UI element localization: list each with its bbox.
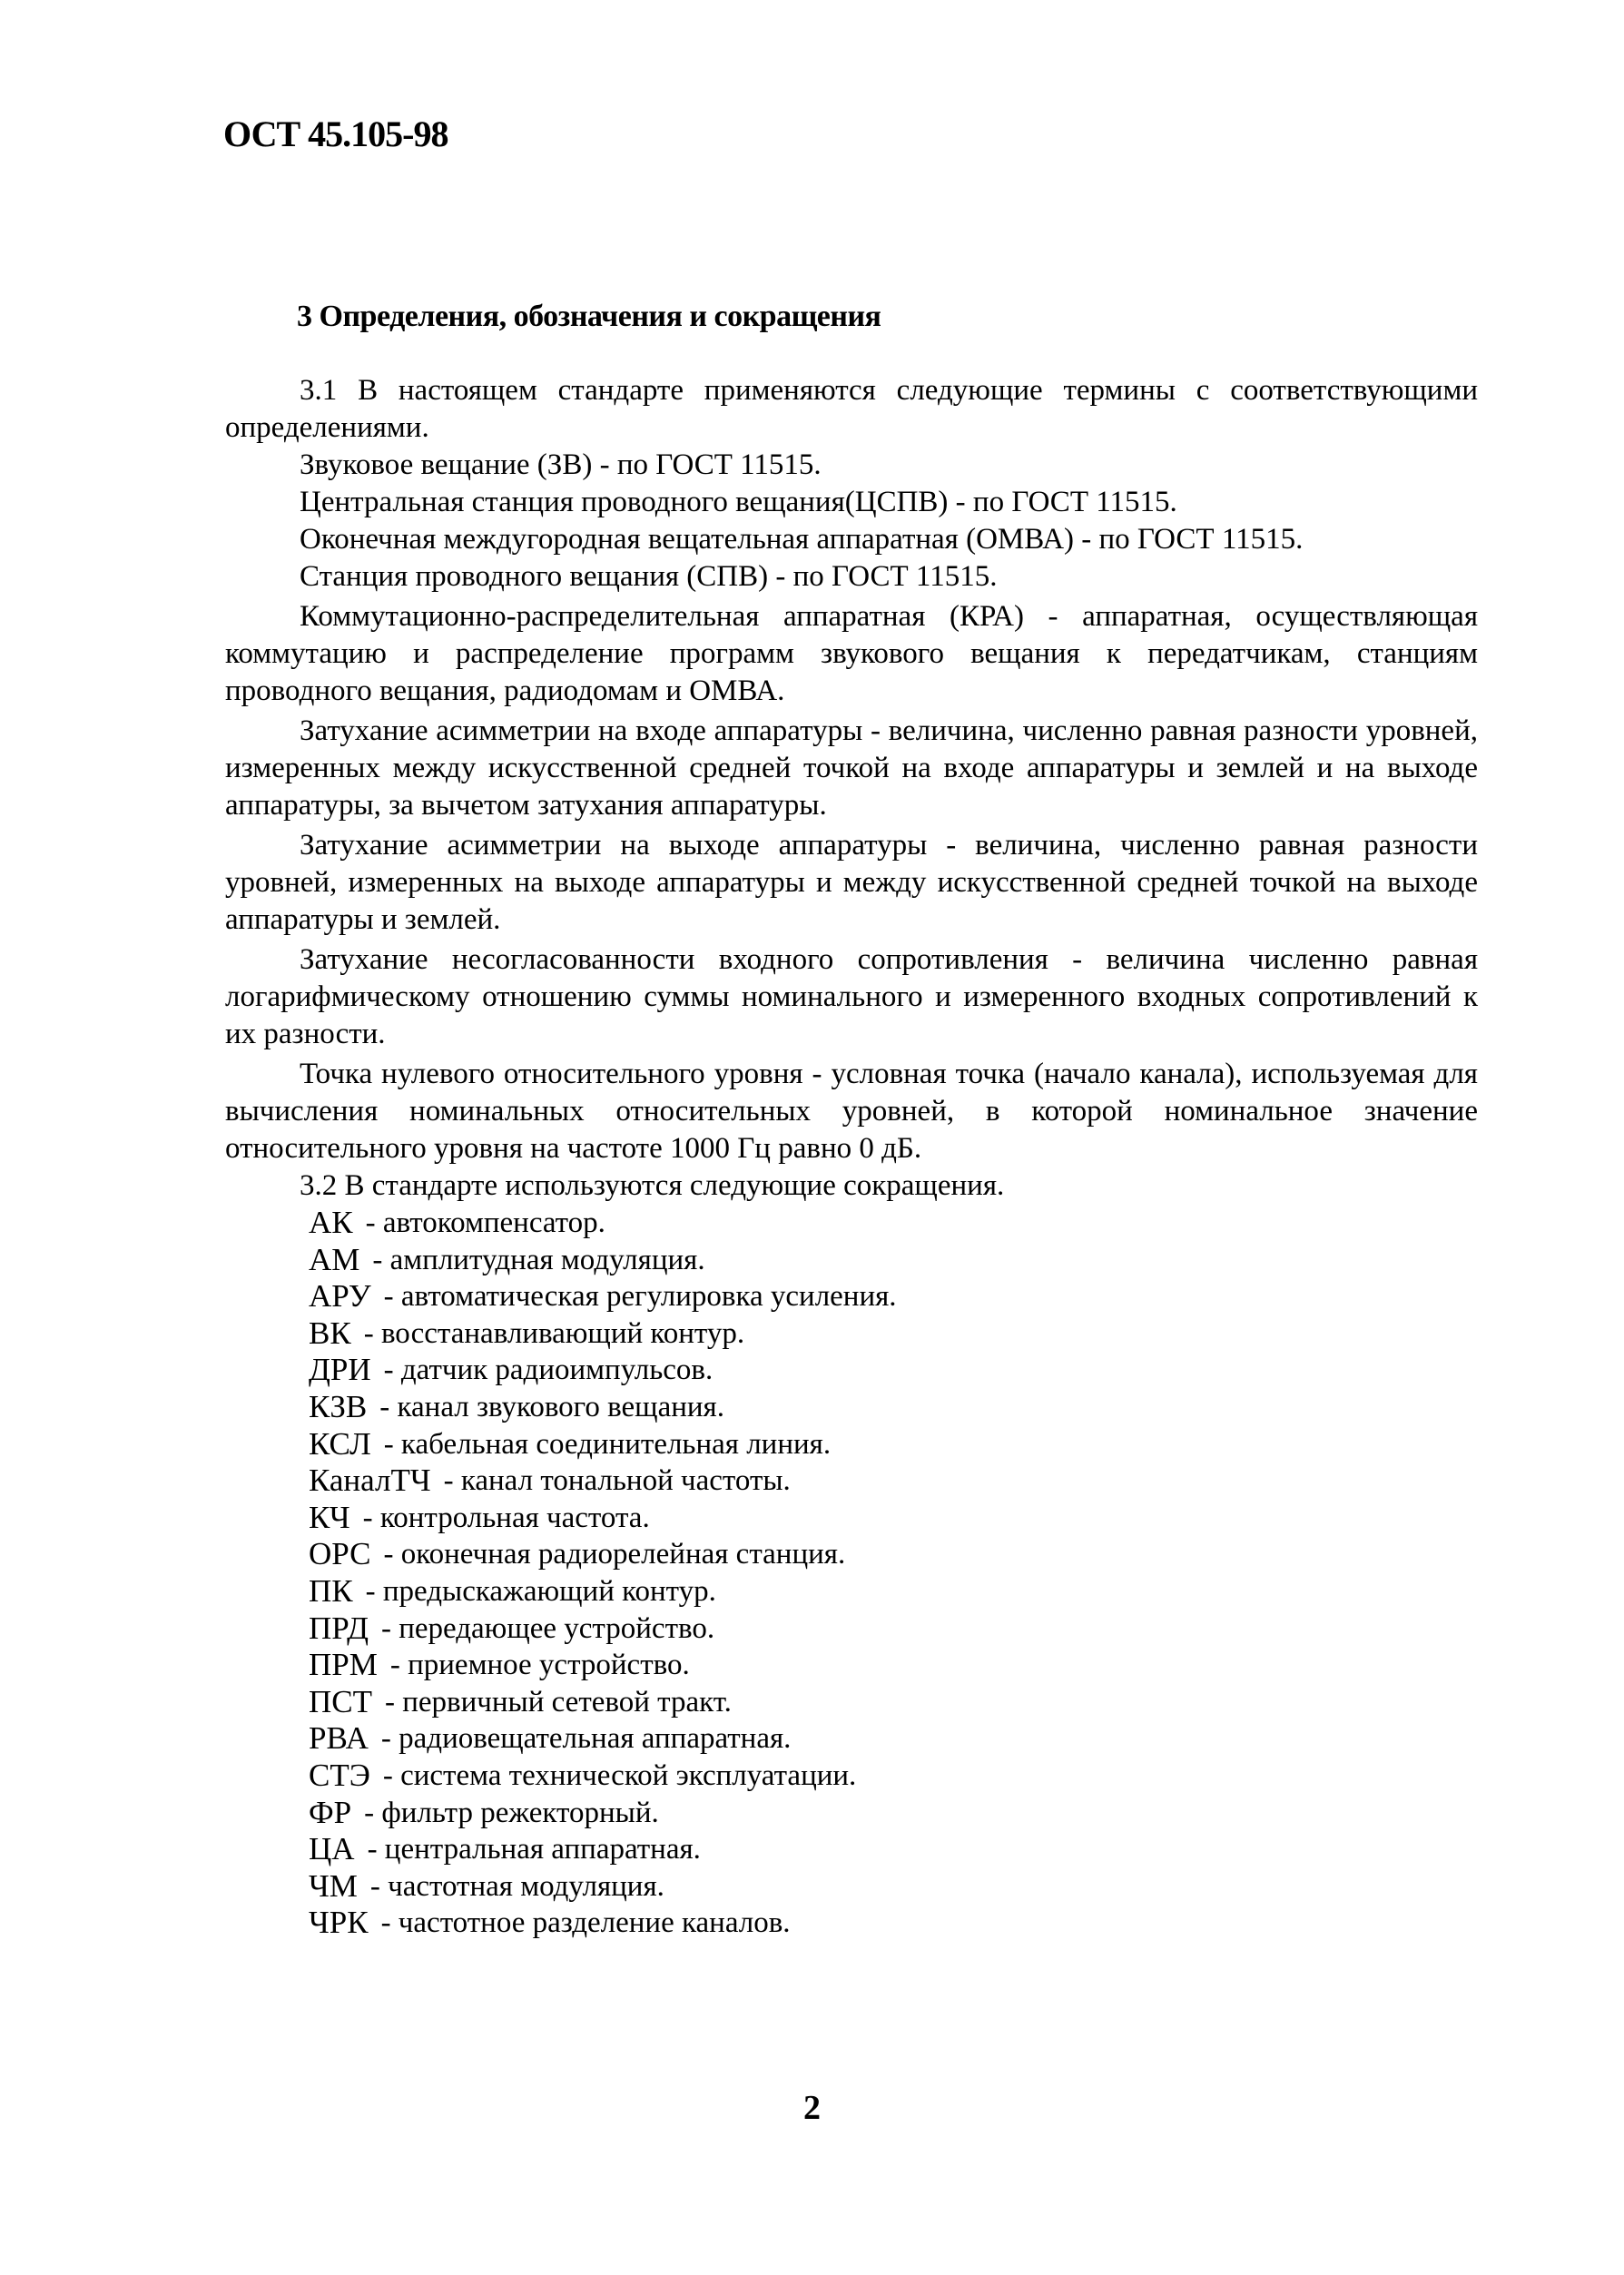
term-omva: Оконечная междугородная вещательная аппаратная (ОМВА) - по ГОСТ 11515. — [300, 523, 1304, 556]
abbreviation-definition: - контрольная частота. — [362, 1501, 650, 1534]
list-item — [309, 1684, 1478, 1721]
list-item — [309, 1795, 1478, 1832]
list-item — [309, 1720, 1478, 1758]
abbreviation-definition: - автокомпенсатор. — [365, 1206, 605, 1239]
abbreviation-code: ФР — [309, 1794, 352, 1830]
paragraph-3-2: 3.2 В стандарте используются следующие сокращения. — [300, 1169, 1005, 1202]
abbreviation-code: ПК — [309, 1572, 353, 1609]
abbreviation-definition: - датчик радиоимпульсов. — [383, 1354, 714, 1387]
abbreviation-definition: - центральная аппаратная. — [367, 1833, 701, 1866]
abbreviation-definition: - передающее устройство. — [380, 1611, 715, 1645]
list-item — [309, 1352, 1478, 1389]
document-body — [225, 372, 1478, 1942]
definition-asymmetry-output: Затухание асимметрии на выходе аппаратуры - величина, численно равная разности уровней, измеренных на выходе аппаратуры и между искусственной средней точкой на выходе аппаратуры и землей. — [225, 829, 1478, 936]
abbreviation-definition: - оконечная радиорелейная станция. — [383, 1538, 846, 1571]
abbreviation-definition: - приемное устройство. — [389, 1649, 690, 1682]
definition-impedance-mismatch: Затухание несогласованности входного сопротивления - величина численно равная логарифмическому отношению суммы номинального и измеренного входных сопротивлений к их разности. — [225, 943, 1478, 1050]
page-number: 2 — [803, 2089, 821, 2127]
list-item — [309, 1462, 1478, 1500]
abbreviation-definition: - канал тональной частоты. — [443, 1464, 791, 1498]
list-item — [309, 1610, 1478, 1648]
abbreviation-definition: - канал звукового вещания. — [379, 1390, 724, 1423]
abbreviation-code: АК — [309, 1205, 353, 1240]
abbreviation-code: ЦА — [309, 1831, 355, 1867]
abbreviation-code: ПРД — [309, 1610, 369, 1646]
section-title: 3 Определения, обозначения и сокращения — [297, 300, 881, 333]
document-code: ОСТ 45.105-98 — [223, 113, 448, 154]
list-item — [309, 1315, 1478, 1353]
list-item — [309, 1205, 1478, 1242]
term-zv: Звуковое вещание (ЗВ) - по ГОСТ 11515. — [300, 448, 822, 481]
abbreviation-code: РВА — [309, 1720, 369, 1757]
abbreviation-definition: - кабельная соединительная линия. — [383, 1427, 832, 1461]
abbreviation-code: КСЛ — [309, 1425, 371, 1462]
abbreviation-code: ДРИ — [309, 1352, 371, 1388]
abbreviation-code: СТЭ — [309, 1757, 370, 1793]
abbreviation-definition: - радиовещательная аппаратная. — [380, 1722, 792, 1756]
abbreviation-code: ПСТ — [309, 1683, 372, 1719]
abbreviation-definition: - первичный сетевой тракт. — [385, 1685, 732, 1719]
abbreviation-definition: - автоматическая регулировка усиления. — [383, 1280, 897, 1314]
term-spv: Станция проводного вещания (СПВ) - по ГОСТ 11515. — [300, 560, 998, 593]
list-item — [309, 1573, 1478, 1610]
abbreviation-definition: - частотное разделение каналов. — [380, 1906, 791, 1940]
abbreviation-code: ВК — [309, 1315, 351, 1351]
paragraph-3-1: 3.1 В настоящем стандарте применяются следующие термины с соответствующими определениями. — [225, 374, 1478, 444]
abbreviation-code: КЧ — [309, 1499, 350, 1535]
list-item — [309, 1426, 1478, 1463]
abbreviation-list — [225, 1205, 1478, 1942]
abbreviation-code: КЗВ — [309, 1388, 368, 1424]
list-item — [309, 1831, 1478, 1868]
abbreviation-definition: - предыскажающий контур. — [365, 1574, 716, 1608]
abbreviation-definition: - система технической эксплуатации. — [382, 1758, 857, 1792]
list-item — [309, 1905, 1478, 1942]
list-item — [309, 1500, 1478, 1537]
abbreviation-code: КаналТЧ — [309, 1462, 431, 1499]
term-cspv: Центральная станция проводного вещания(ЦСПВ) - по ГОСТ 11515. — [300, 486, 1177, 518]
abbreviation-definition: - восстанавливающий контур. — [363, 1316, 745, 1350]
abbreviation-code: АМ — [309, 1241, 360, 1277]
abbreviation-definition: - фильтр режекторный. — [364, 1796, 659, 1829]
list-item — [309, 1242, 1478, 1279]
abbreviation-definition: - частотная модуляция. — [369, 1869, 664, 1903]
abbreviation-code: ОРС — [309, 1536, 371, 1572]
list-item — [309, 1647, 1478, 1684]
abbreviation-definition: - амплитудная модуляция. — [372, 1243, 705, 1276]
list-item — [309, 1868, 1478, 1906]
definition-kra: Коммутационно-распределительная аппаратная (КРА) - аппаратная, осуществляющая коммутацию и распределение программ звукового вещания к передатчикам, станциям проводного вещания, радиодомам и ОМВА. — [225, 600, 1478, 707]
list-item — [309, 1758, 1478, 1795]
abbreviation-code: АРУ — [309, 1278, 371, 1315]
definition-zero-level-point: Точка нулевого относительного уровня - условная точка (начало канала), используемая для вычисления номинальных относительных уровней, в которой номинальное значение относительного уровня на частоте 1000 Гц равно 0 дБ. — [225, 1058, 1478, 1165]
definition-asymmetry-input: Затухание асимметрии на входе аппаратуры - величина, численно равная разности уровней, измеренных между искусственной средней точкой на входе аппаратуры и землей и на выходе аппаратуры, за вычетом затухания аппаратуры. — [225, 714, 1478, 822]
list-item — [309, 1389, 1478, 1426]
list-item — [309, 1278, 1478, 1315]
abbreviation-code: ЧРК — [309, 1905, 369, 1941]
list-item — [309, 1536, 1478, 1573]
abbreviation-code: ПРМ — [309, 1647, 378, 1683]
abbreviation-code: ЧМ — [309, 1867, 358, 1904]
